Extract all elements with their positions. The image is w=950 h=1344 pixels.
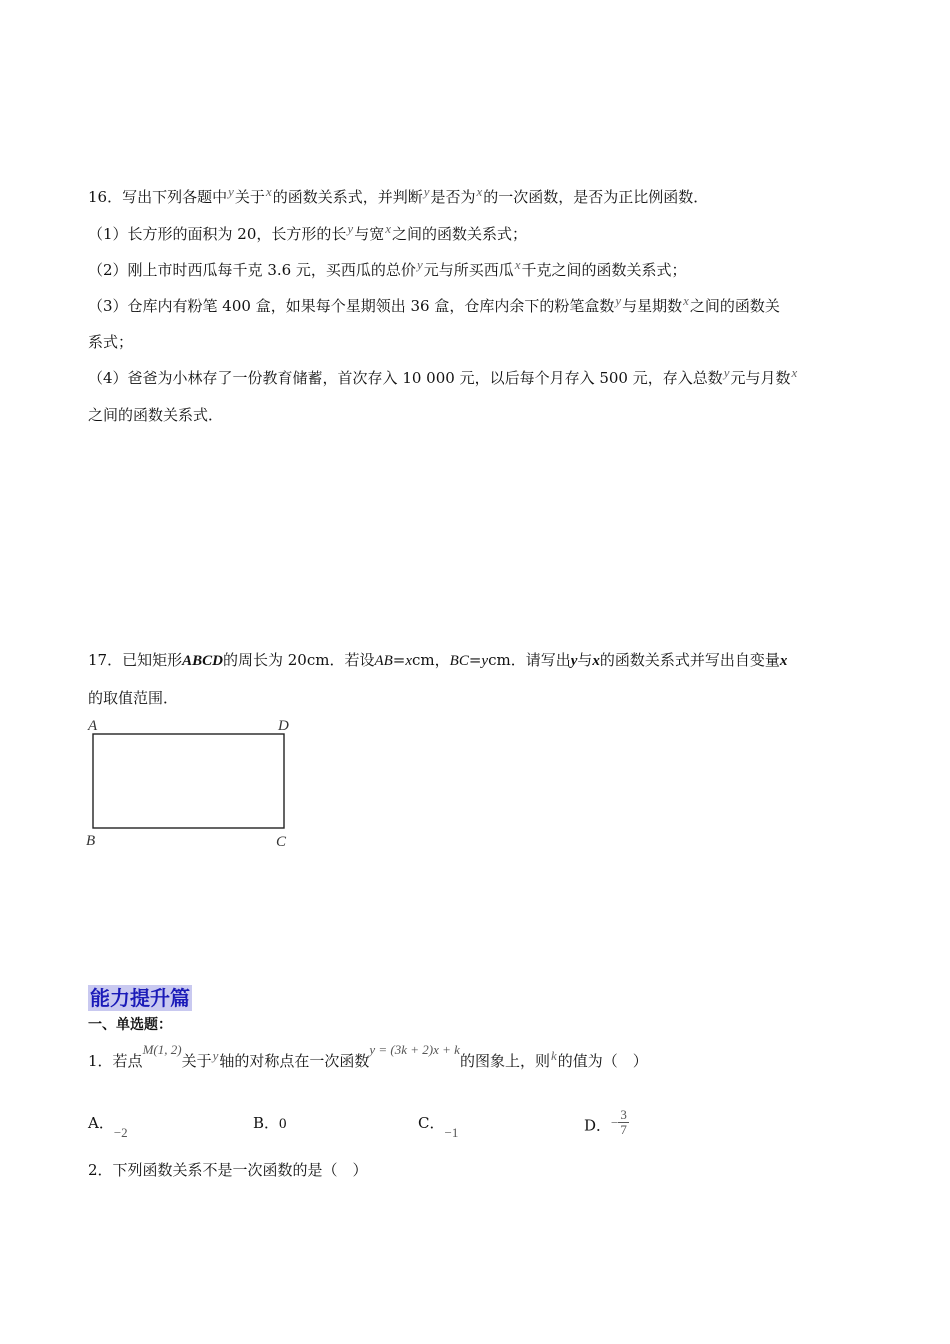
option-d[interactable]: D．− $\frac{3}{7}$ xyxy=(584,1107,627,1137)
q16-part1: （1）长方形的面积为 20，长方形的长y与宽x之间的函数关系式； xyxy=(88,221,527,243)
fraction: $\frac{3}{7}$ xyxy=(620,1107,627,1137)
option-c[interactable]: C．−1 xyxy=(418,1114,459,1140)
vertex-label-a: A xyxy=(88,718,98,734)
q17-stem: 17．已知矩形ABCD的周长为 20cm．若设AB=xcm，BC=ycm．请写出y与x的函数关系式并写出自变量x xyxy=(88,651,788,669)
vertex-label-d: D xyxy=(278,718,289,734)
linear-function: y = (3k + 2)x + k xyxy=(369,1042,460,1057)
point-m: M(1, 2) xyxy=(142,1042,182,1057)
mc2-stem: 2．下列函数关系不是一次函数的是（ ） xyxy=(88,1161,368,1179)
vertex-label-c: C xyxy=(276,834,287,850)
rectangle-figure xyxy=(80,712,310,857)
section-subtitle: 一、单选题： xyxy=(88,1017,172,1033)
q16-part2: （2）刚上市时西瓜每千克 3.6 元，买西瓜的总价y元与所买西瓜x千克之间的函数关系式； xyxy=(88,257,687,279)
q17-stem-cont: 的取值范围． xyxy=(88,689,179,707)
mc1-stem: 1．若点M(1, 2)关于y轴的对称点在一次函数y = (3k + 2)x + k的图象上，则k的值为（ ） xyxy=(88,1042,648,1070)
rectangle-abcd xyxy=(93,734,284,828)
option-b[interactable]: B．0 xyxy=(253,1114,287,1132)
option-a[interactable]: A．−2 xyxy=(88,1114,128,1140)
section-title: 能力提升篇 xyxy=(90,986,190,1010)
q16-part3: （3）仓库内有粉笔 400 盒，如果每个星期领出 36 盒，仓库内余下的粉笔盒数y与星期数x之间的函数关 xyxy=(88,293,780,315)
q16-part4-cont: 之间的函数关系式． xyxy=(88,406,224,424)
q16-part4: （4）爸爸为小林存了一份教育储蓄，首次存入 10 000 元，以后每个月存入 500 元，存入总数y元与月数x xyxy=(88,365,798,387)
vertex-label-b: B xyxy=(86,833,96,849)
q16-part3-cont: 系式； xyxy=(88,333,134,351)
q16-stem: 16．写出下列各题中y关于x的函数关系式，并判断y是否为x的一次函数，是否为正比例函数． xyxy=(88,184,709,206)
